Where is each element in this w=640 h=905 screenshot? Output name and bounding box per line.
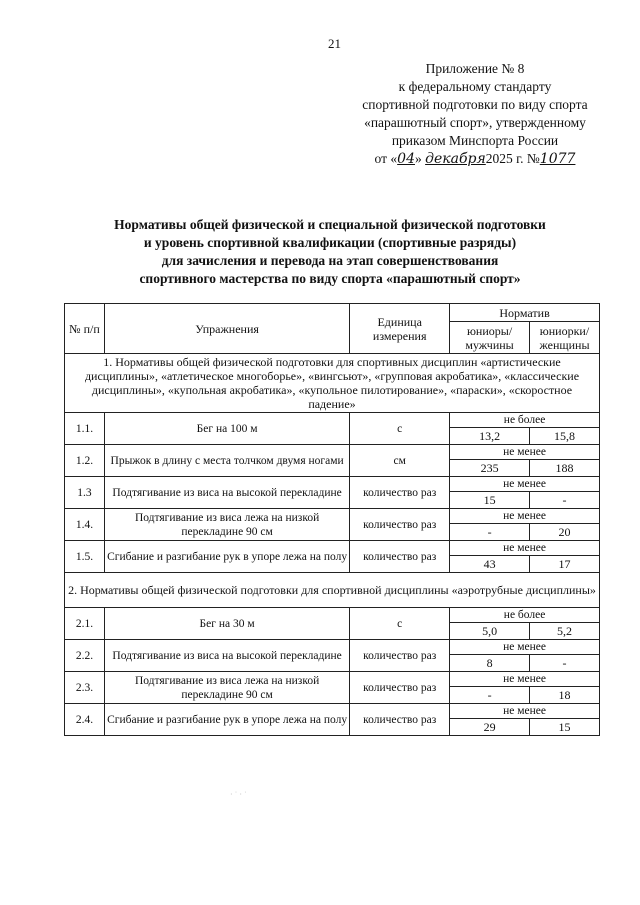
row-condition: не более bbox=[450, 608, 600, 623]
value-women: 17 bbox=[530, 556, 600, 573]
value-men: 235 bbox=[450, 460, 530, 477]
row-num: 2.2. bbox=[65, 640, 105, 672]
header-num: № п/п bbox=[65, 304, 105, 354]
row-num: 2.4. bbox=[65, 704, 105, 736]
row-unit: с bbox=[350, 608, 450, 640]
row-exercise: Бег на 100 м bbox=[104, 413, 349, 445]
row-exercise: Подтягивание из виса на высокой перекладине bbox=[104, 640, 349, 672]
appendix-line: «парашютный спорт», утвержденному bbox=[364, 115, 586, 130]
value-women: 5,2 bbox=[530, 623, 600, 640]
row-exercise: Подтягивание из виса лежа на низкой перекладине 90 см bbox=[104, 672, 349, 704]
section-title: 2. Нормативы общей физической подготовки для спортивной дисциплины «аэротрубные дисциплины» bbox=[65, 573, 600, 608]
handwritten-day: 04 bbox=[397, 151, 415, 167]
value-men: 43 bbox=[450, 556, 530, 573]
value-women: 188 bbox=[530, 460, 600, 477]
value-women: 15 bbox=[530, 719, 600, 736]
table-row bbox=[65, 541, 600, 556]
table-row bbox=[65, 672, 600, 687]
row-num: 1.1. bbox=[65, 413, 105, 445]
row-unit: количество раз bbox=[350, 509, 450, 541]
title-line: и уровень спортивной квалификации (спортивные разряды) bbox=[143, 235, 517, 250]
value-women: 18 bbox=[530, 687, 600, 704]
value-men: 8 bbox=[450, 655, 530, 672]
row-unit: количество раз bbox=[350, 672, 450, 704]
row-exercise: Прыжок в длину с места толчком двумя ногами bbox=[104, 445, 349, 477]
date-mid: » bbox=[414, 151, 422, 166]
page-number: 21 bbox=[328, 36, 341, 51]
value-men: 15 bbox=[450, 492, 530, 509]
appendix-line: спортивной подготовки по виду спорта bbox=[362, 97, 588, 112]
row-exercise: Бег на 30 м bbox=[104, 608, 349, 640]
row-num: 2.1. bbox=[65, 608, 105, 640]
row-condition: не менее bbox=[450, 704, 600, 719]
row-condition: не менее bbox=[450, 445, 600, 460]
table-row bbox=[65, 477, 600, 492]
row-exercise: Сгибание и разгибание рук в упоре лежа на полу bbox=[104, 704, 349, 736]
table-row bbox=[65, 608, 600, 623]
value-men: - bbox=[450, 524, 530, 541]
row-exercise: Сгибание и разгибание рук в упоре лежа на полу bbox=[104, 541, 349, 573]
row-unit: см bbox=[350, 445, 450, 477]
value-men: 13,2 bbox=[450, 428, 530, 445]
scan-artifact: · ˙ · ˙ bbox=[230, 790, 247, 799]
order-date-line bbox=[330, 150, 620, 168]
row-condition: не менее bbox=[450, 541, 600, 556]
title-line: для зачисления и перевода на этап совершенствования bbox=[161, 253, 499, 268]
header-men: юниоры/ мужчины bbox=[450, 322, 530, 354]
table-row bbox=[65, 445, 600, 460]
row-num: 1.5. bbox=[65, 541, 105, 573]
row-condition: не менее bbox=[450, 477, 600, 492]
appendix-line: к федеральному стандарту bbox=[398, 79, 552, 94]
appendix-line: Приложение № 8 bbox=[425, 61, 525, 76]
row-condition: не менее bbox=[450, 509, 600, 524]
value-men: 5,0 bbox=[450, 623, 530, 640]
table-row bbox=[65, 640, 600, 655]
table-row bbox=[65, 413, 600, 428]
row-condition: не менее bbox=[450, 640, 600, 655]
header-norm: Норматив bbox=[450, 304, 600, 322]
value-men: 29 bbox=[450, 719, 530, 736]
table-row bbox=[65, 704, 600, 719]
row-num: 1.2. bbox=[65, 445, 105, 477]
row-num: 2.3. bbox=[65, 672, 105, 704]
row-unit: с bbox=[350, 413, 450, 445]
value-men: - bbox=[450, 687, 530, 704]
value-women: - bbox=[530, 655, 600, 672]
title-line: спортивного мастерства по виду спорта «парашютный спорт» bbox=[139, 271, 521, 286]
row-exercise: Подтягивание из виса лежа на низкой перекладине 90 см bbox=[104, 509, 349, 541]
row-num: 1.4. bbox=[65, 509, 105, 541]
header-unit: Единица измерения bbox=[350, 304, 450, 354]
standards-table bbox=[64, 303, 600, 736]
header-women: юниорки/ женщины bbox=[530, 322, 600, 354]
row-condition: не более bbox=[450, 413, 600, 428]
row-unit: количество раз bbox=[350, 541, 450, 573]
handwritten-month: декабря bbox=[425, 151, 486, 167]
row-condition: не менее bbox=[450, 672, 600, 687]
row-exercise: Подтягивание из виса на высокой перекладине bbox=[104, 477, 349, 509]
table-row bbox=[65, 509, 600, 524]
date-prefix: от « bbox=[374, 151, 398, 166]
header-exercise: Упражнения bbox=[104, 304, 349, 354]
document-title bbox=[60, 216, 600, 288]
date-year: 2025 г. № bbox=[485, 151, 540, 166]
appendix-line: приказом Минспорта России bbox=[391, 133, 559, 148]
row-num: 1.3 bbox=[65, 477, 105, 509]
handwritten-order-number: 1077 bbox=[539, 151, 576, 167]
value-women: 15,8 bbox=[530, 428, 600, 445]
appendix-header bbox=[330, 60, 620, 168]
title-line: Нормативы общей физической и специальной физической подготовки bbox=[114, 217, 546, 232]
row-unit: количество раз bbox=[350, 640, 450, 672]
row-unit: количество раз bbox=[350, 477, 450, 509]
row-unit: количество раз bbox=[350, 704, 450, 736]
value-women: 20 bbox=[530, 524, 600, 541]
value-women: - bbox=[530, 492, 600, 509]
section-row bbox=[65, 573, 600, 608]
section-title: 1. Нормативы общей физической подготовки для спортивных дисциплин «артистические дисциплины», «атлетическое многоборье», «вингсьют», «групповая акробатика», «классические дисциплины», «купольная акробатика», «купольное пилотирование», «параски», «скоростное падение» bbox=[65, 354, 600, 413]
section-row bbox=[65, 354, 600, 413]
